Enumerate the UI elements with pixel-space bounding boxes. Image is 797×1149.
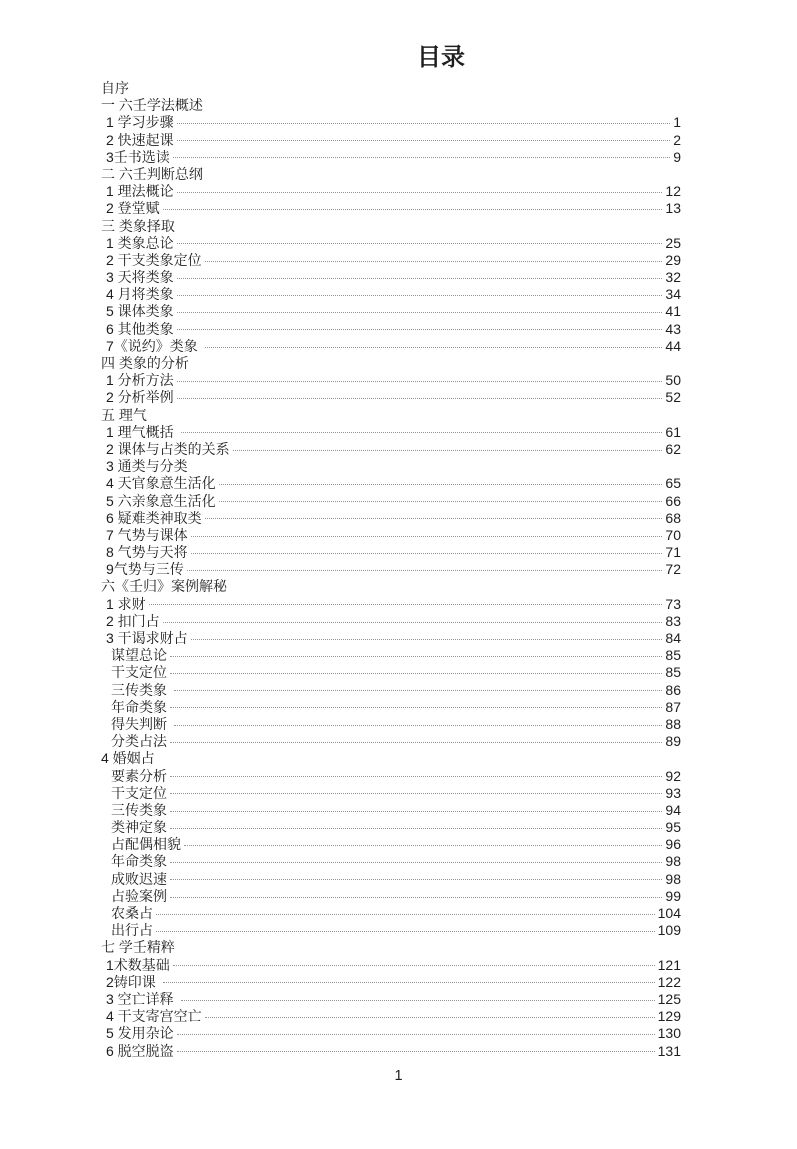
toc-leader-dots: [205, 1017, 655, 1018]
toc-leader-dots: [177, 398, 663, 399]
toc-entry: [101, 647, 681, 664]
toc-entry-label: 出行占: [111, 922, 153, 939]
toc-entry-label: 7《说约》类象: [106, 337, 202, 354]
toc-entry: [101, 819, 681, 836]
toc-entry: [101, 149, 681, 166]
toc-leader-dots: [170, 793, 662, 794]
toc-entry-label: 2 干支类象定位: [106, 251, 202, 268]
toc-entry: [101, 97, 681, 114]
toc-entry-page-number: 72: [665, 561, 681, 578]
toc-entry: [101, 114, 681, 131]
toc-entry-page-number: 12: [665, 183, 681, 200]
toc-entry: [101, 836, 681, 853]
toc-entry-label: 谋望总论: [111, 647, 167, 664]
toc-entry-label: 2 课体与占类的关系: [106, 440, 230, 457]
toc-entry-label: 干支定位: [111, 784, 167, 801]
toc-leader-dots: [170, 776, 662, 777]
toc-leader-dots: [170, 862, 662, 863]
toc-entry-page-number: 109: [657, 922, 681, 939]
toc-entry-label: 三 类象择取: [101, 217, 175, 234]
toc-leader-dots: [205, 347, 663, 348]
toc-entry-label: 1 理法概论: [106, 183, 174, 200]
toc-entry-label: 2 快速起课: [106, 131, 174, 148]
toc-leader-dots: [177, 1034, 655, 1035]
toc-entry-label: 3 空亡详释: [106, 990, 178, 1007]
toc-entry-page-number: 66: [665, 492, 681, 509]
toc-entry: [101, 527, 681, 544]
toc-entry-label: 4 婚姻占: [101, 750, 155, 767]
toc-entry-page-number: 94: [665, 801, 681, 818]
toc-entry-page-number: 1: [673, 114, 681, 131]
toc-entry-page-number: 2: [673, 131, 681, 148]
toc-entry: [101, 252, 681, 269]
toc-entry-label: 1 类象总论: [106, 234, 174, 251]
toc-entry-page-number: 125: [657, 990, 681, 1007]
page-title: 目录: [417, 44, 465, 71]
toc-leader-dots: [205, 518, 663, 519]
toc-entry: [101, 321, 681, 338]
toc-leader-dots: [156, 914, 655, 915]
toc-entry-label: 4 天官象意生活化: [106, 475, 216, 492]
toc-entry: [101, 166, 681, 183]
toc-entry-label: 1 理气概括: [106, 423, 178, 440]
toc-entry-page-number: 92: [665, 767, 681, 784]
toc-entry: [101, 372, 681, 389]
toc-entry-page-number: 85: [665, 647, 681, 664]
toc-entry: [101, 750, 681, 767]
toc-leader-dots: [219, 501, 663, 502]
toc-entry: [101, 699, 681, 716]
toc-entry-label: 类神定象: [111, 819, 167, 836]
toc-entry: [101, 510, 681, 527]
toc-entry-label: 8 气势与天将: [106, 544, 188, 561]
toc-entry-label: 3 天将类象: [106, 269, 174, 286]
toc-entry: [101, 905, 681, 922]
toc-leader-dots: [205, 261, 663, 262]
toc-entry-page-number: 89: [665, 733, 681, 750]
toc-entry-label: 干支定位: [111, 664, 167, 681]
toc-leader-dots: [170, 897, 662, 898]
toc-entry: [101, 922, 681, 939]
toc-entry: [101, 475, 681, 492]
toc-entry-page-number: 99: [665, 887, 681, 904]
toc-leader-dots: [170, 828, 662, 829]
toc-entry-page-number: 32: [665, 269, 681, 286]
toc-leader-dots: [177, 123, 671, 124]
toc-entry-page-number: 43: [665, 320, 681, 337]
toc-entry: [101, 1043, 681, 1060]
toc-entry-label: 四 类象的分析: [101, 355, 189, 371]
toc-entry-page-number: 131: [657, 1042, 681, 1059]
toc-entry-label: 1术数基础: [106, 956, 170, 973]
toc-leader-dots: [177, 243, 663, 244]
toc-leader-dots: [184, 845, 662, 846]
toc-entry-page-number: 25: [665, 234, 681, 251]
toc-entry-page-number: 96: [665, 836, 681, 853]
toc-leader-dots: [177, 140, 671, 141]
toc-entry: [101, 183, 681, 200]
toc-entry-page-number: 44: [665, 337, 681, 354]
toc-entry-label: 5 六亲象意生活化: [106, 492, 216, 509]
toc-leader-dots: [173, 965, 655, 966]
toc-leader-dots: [156, 931, 655, 932]
toc-entry-label: 年命类象: [111, 853, 167, 870]
toc-entry-page-number: 41: [665, 303, 681, 320]
toc-entry-page-number: 104: [657, 905, 681, 921]
toc-entry-page-number: 50: [665, 372, 681, 389]
toc-entry-label: 农桑占: [111, 905, 153, 921]
toc-leader-dots: [177, 278, 663, 279]
toc-entry: [101, 733, 681, 750]
toc-entry-page-number: 9: [673, 148, 681, 165]
toc-entry-page-number: 13: [665, 200, 681, 217]
toc-entry-page-number: 87: [665, 698, 681, 715]
toc-entry-label: 1 分析方法: [106, 372, 174, 389]
toc-entry-label: 4 干支寄宫空亡: [106, 1008, 202, 1025]
toc-entry-label: 6 其他类象: [106, 320, 174, 337]
toc-entry-label: 分类占法: [111, 733, 167, 750]
toc-entry: [101, 458, 681, 475]
toc-entry-page-number: 83: [665, 612, 681, 629]
toc-entry: [101, 355, 681, 372]
toc-leader-dots: [177, 329, 663, 330]
toc-leader-dots: [173, 157, 670, 158]
toc-entry: [101, 1008, 681, 1025]
toc-leader-dots: [170, 673, 662, 674]
toc-entry-label: 2 扣门占: [106, 612, 160, 629]
toc-leader-dots: [163, 982, 655, 983]
toc-entry: [101, 853, 681, 870]
toc-leader-dots: [177, 295, 663, 296]
toc-entry: [101, 407, 681, 424]
toc-entry: [101, 871, 681, 888]
toc-entry: [101, 888, 681, 905]
toc-entry: [101, 218, 681, 235]
toc-entry-page-number: 65: [665, 475, 681, 492]
toc-entry-page-number: 52: [665, 389, 681, 406]
toc-entry: [101, 200, 681, 217]
toc-entry-label: 二 六壬判断总纲: [101, 165, 203, 182]
toc-entry: [101, 286, 681, 303]
toc-entry-label: 7 气势与课体: [106, 526, 188, 543]
toc-entry-page-number: 129: [657, 1008, 681, 1025]
toc-entry-page-number: 85: [665, 664, 681, 681]
toc-entry-page-number: 130: [657, 1025, 681, 1042]
toc-entry: [101, 578, 681, 595]
toc-entry: [101, 80, 681, 97]
toc-entry: [101, 768, 681, 785]
toc-entry-page-number: 62: [665, 440, 681, 457]
toc-entry-label: 自序: [101, 80, 129, 96]
toc-leader-dots: [170, 656, 662, 657]
toc-entry: [101, 974, 681, 991]
toc-entry-label: 成败迟速: [111, 870, 167, 887]
toc-entry: [101, 493, 681, 510]
toc-entry-page-number: 70: [665, 526, 681, 543]
toc-entry-label: 9气势与三传: [106, 561, 184, 578]
toc-leader-dots: [177, 381, 663, 382]
toc-entry: [101, 613, 681, 630]
toc-entry-label: 6 疑难类神取类: [106, 509, 202, 526]
toc-entry-label: 3 通类与分类: [106, 458, 188, 475]
toc-entry-page-number: 34: [665, 286, 681, 303]
toc-entry: [101, 664, 681, 681]
toc-entry-label: 三传类象: [111, 801, 167, 818]
toc-leader-dots: [177, 192, 663, 193]
toc-entry-label: 2 登堂赋: [106, 200, 160, 217]
toc-entry: [101, 424, 681, 441]
toc-entry: [101, 235, 681, 252]
toc-entry-label: 6 脱空脱盗: [106, 1042, 174, 1059]
toc-leader-dots: [181, 1000, 655, 1001]
toc-entry-label: 4 月将类象: [106, 286, 174, 303]
toc-leader-dots: [174, 725, 663, 726]
toc-entry: [101, 561, 681, 578]
toc-entry-page-number: 98: [665, 870, 681, 887]
toc-entry-label: 1 学习步骤: [106, 114, 174, 131]
toc-entry: [101, 132, 681, 149]
toc-entry-label: 六《壬归》案例解秘: [101, 578, 227, 595]
toc-entry-page-number: 86: [665, 681, 681, 698]
toc-leader-dots: [149, 604, 663, 605]
toc-entry: [101, 303, 681, 320]
toc-leader-dots: [191, 536, 663, 537]
toc-leader-dots: [170, 811, 662, 812]
toc-entry: [101, 338, 681, 355]
toc-entry-label: 七 学壬精粹: [101, 939, 175, 956]
toc-entry: [101, 269, 681, 286]
toc-entry-label: 得失判断: [111, 715, 171, 732]
toc-entry-label: 年命类象: [111, 698, 167, 715]
toc-entry-page-number: 29: [665, 251, 681, 268]
toc-entry-label: 一 六壬学法概述: [101, 97, 203, 114]
toc-entry: [101, 544, 681, 561]
toc-entry: [101, 596, 681, 613]
footer-page-number: 1: [394, 1068, 403, 1084]
toc-entry-label: 要素分析: [111, 767, 167, 784]
toc-entry-page-number: 71: [665, 544, 681, 561]
toc-entry: [101, 1025, 681, 1042]
toc-entry: [101, 802, 681, 819]
toc-entry: [101, 991, 681, 1008]
toc-entry-page-number: 88: [665, 715, 681, 732]
toc-leader-dots: [170, 879, 662, 880]
toc-leader-dots: [181, 432, 663, 433]
toc-leader-dots: [219, 484, 663, 485]
toc-leader-dots: [163, 209, 663, 210]
toc-leader-dots: [174, 690, 663, 691]
toc-entry: [101, 389, 681, 406]
toc-entry-label: 3 干谒求财占: [106, 630, 188, 646]
table-of-contents: [101, 80, 681, 1060]
toc-entry-label: 三传类象: [111, 681, 171, 698]
toc-leader-dots: [191, 639, 663, 640]
toc-leader-dots: [233, 450, 663, 451]
toc-entry-label: 五 理气: [101, 406, 147, 423]
toc-entry-label: 2铸印课: [106, 973, 160, 990]
toc-entry-label: 5 发用杂论: [106, 1025, 174, 1042]
toc-entry: [101, 682, 681, 699]
toc-entry-page-number: 61: [665, 423, 681, 440]
toc-entry: [101, 957, 681, 974]
toc-leader-dots: [177, 312, 663, 313]
toc-leader-dots: [187, 570, 663, 571]
toc-entry-page-number: 121: [657, 956, 681, 973]
toc-entry-label: 占验案例: [111, 887, 167, 904]
toc-leader-dots: [163, 622, 663, 623]
toc-entry: [101, 630, 681, 647]
toc-entry-page-number: 68: [665, 509, 681, 526]
toc-entry-label: 1 求财: [106, 595, 146, 612]
toc-entry-page-number: 73: [665, 595, 681, 612]
toc-entry-page-number: 98: [665, 853, 681, 870]
toc-entry-page-number: 84: [665, 630, 681, 646]
toc-entry: [101, 716, 681, 733]
toc-leader-dots: [170, 707, 662, 708]
toc-entry-page-number: 95: [665, 819, 681, 836]
toc-entry-label: 5 课体类象: [106, 303, 174, 320]
toc-entry-label: 2 分析举例: [106, 389, 174, 406]
toc-entry-label: 占配偶相貌: [111, 836, 181, 853]
toc-leader-dots: [191, 553, 663, 554]
toc-entry-page-number: 122: [657, 973, 681, 990]
toc-entry: [101, 441, 681, 458]
toc-entry-label: 3壬书选读: [106, 148, 170, 165]
toc-entry-page-number: 93: [665, 784, 681, 801]
toc-leader-dots: [170, 742, 662, 743]
toc-entry: [101, 939, 681, 956]
toc-leader-dots: [177, 1051, 655, 1052]
toc-entry: [101, 785, 681, 802]
